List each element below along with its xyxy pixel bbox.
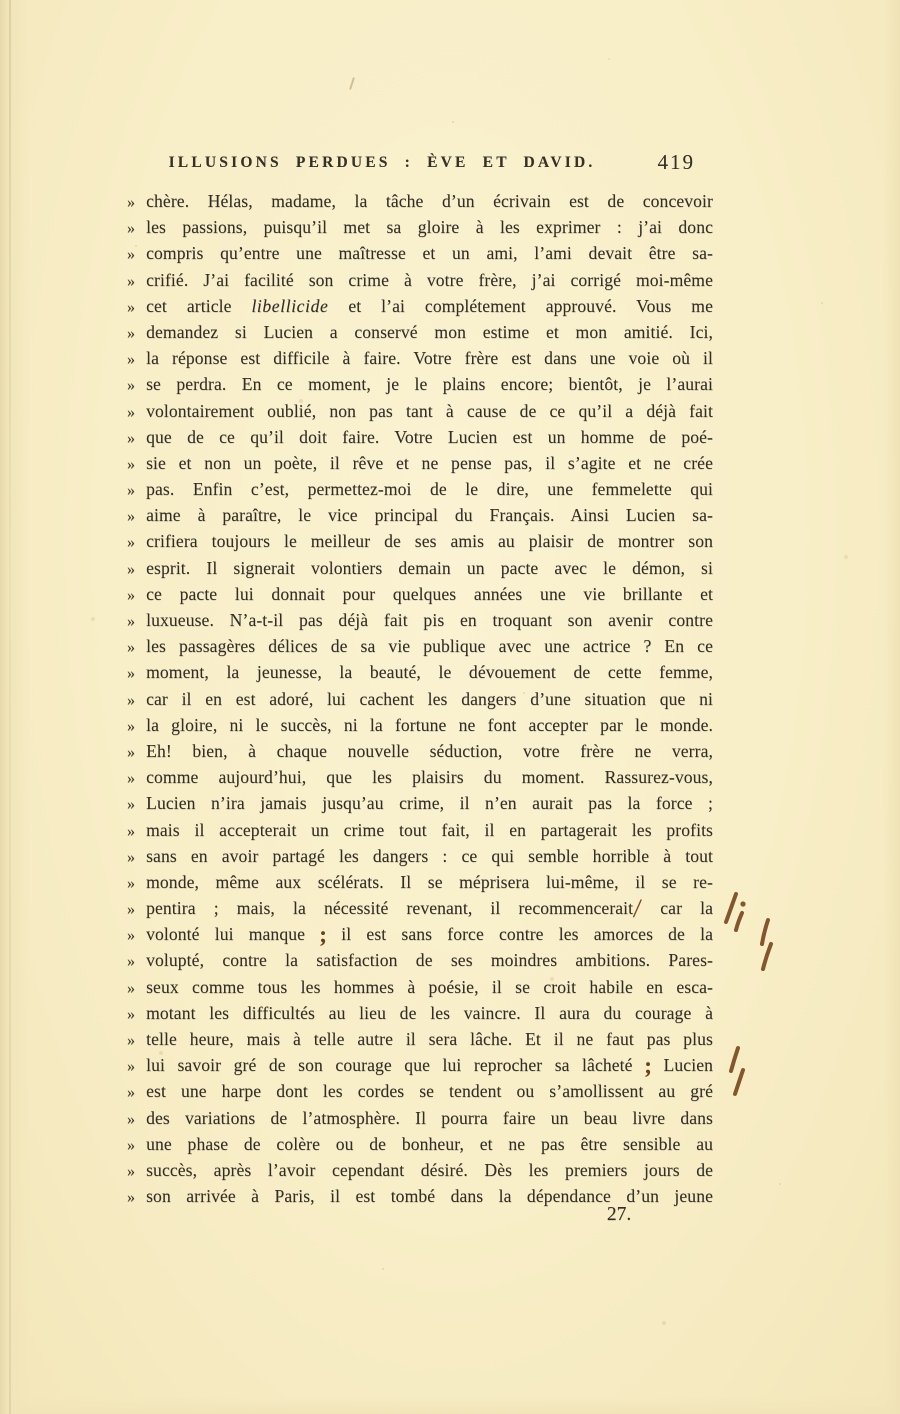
quote-continuation-mark: » bbox=[127, 953, 136, 971]
line-text: compris qu’entre une maîtresse et un ami, l’ami devait être sa- bbox=[146, 243, 713, 264]
quote-continuation-mark: » bbox=[127, 874, 136, 892]
quote-continuation-mark: » bbox=[127, 927, 136, 945]
text-line bbox=[127, 891, 713, 925]
text-line bbox=[127, 947, 713, 973]
line-text: ce pacte lui donnait pour quelques années une vie brillante et bbox=[146, 583, 713, 604]
text-line bbox=[127, 712, 713, 738]
line-text: cet article bbox=[146, 295, 252, 316]
paper-speckles bbox=[0, 0, 2, 2]
line-text: chère. Hélas, madame, la tâche d’un écrivain est de concevoir bbox=[146, 191, 713, 211]
text-line bbox=[127, 686, 713, 712]
quote-continuation-mark: » bbox=[127, 1136, 136, 1154]
text-line bbox=[127, 843, 713, 869]
page-number: 419 bbox=[657, 150, 695, 174]
line-text: volonté lui manque bbox=[146, 924, 321, 945]
text-line bbox=[127, 764, 713, 790]
text-line bbox=[127, 1157, 713, 1183]
line-text: seux comme tous les hommes à poésie, il se croit habile en esca- bbox=[146, 976, 713, 997]
line-text: il est sans force contre les amorces de la bbox=[326, 924, 714, 945]
line-text: luxueuse. N’a-t-il pas déjà fait pis en troquant son avenir contre bbox=[146, 610, 713, 630]
line-text: les passions, puisqu’il met sa gloire à les exprimer : j’ai donc bbox=[146, 217, 713, 238]
text-line bbox=[127, 869, 713, 895]
ink-annotation: ; bbox=[644, 1052, 652, 1079]
quote-continuation-mark: » bbox=[127, 351, 136, 369]
quote-continuation-mark: » bbox=[127, 639, 136, 657]
text-line bbox=[127, 398, 713, 424]
running-header bbox=[127, 150, 713, 178]
text-line bbox=[127, 633, 713, 659]
quote-continuation-mark: » bbox=[127, 1005, 136, 1023]
text-line bbox=[127, 1026, 713, 1052]
text-line bbox=[127, 817, 713, 843]
ink-mark-li-slash bbox=[726, 894, 736, 922]
line-text: pas. Enfin c’est, permettez-moi de le dire, une femmelette qui bbox=[146, 479, 713, 500]
line-text: volontairement oublié, non pas tant à cause de ce qu’il a déjà fait bbox=[146, 400, 713, 421]
line-text: que de ce qu’il doit faire. Votre Lucien est un homme de poé- bbox=[146, 426, 713, 447]
text-line bbox=[127, 790, 713, 816]
text-line bbox=[127, 1131, 713, 1157]
page-gutter-crease bbox=[9, 0, 11, 1414]
ink-annotation: ; bbox=[319, 921, 327, 948]
text-block bbox=[127, 188, 713, 1209]
text-line bbox=[127, 502, 713, 528]
quote-continuation-mark: » bbox=[127, 1084, 136, 1102]
quote-continuation-mark: » bbox=[127, 482, 136, 500]
line-text: sie et non un poète, il rêve et ne pense pas, il s’agite et ne crée bbox=[146, 452, 713, 473]
quote-continuation-mark: » bbox=[127, 1162, 136, 1180]
running-title: ILLUSIONS PERDUES : ÈVE ET DAVID. bbox=[168, 154, 596, 171]
quote-continuation-mark: » bbox=[127, 822, 136, 840]
line-text: la réponse est difficile à faire. Votre frère est dans une voie où il bbox=[146, 348, 713, 369]
text-line bbox=[127, 974, 713, 1000]
ink-annotation: / bbox=[632, 891, 644, 925]
text-line bbox=[127, 214, 713, 240]
line-text: Eh! bien, à chaque nouvelle séduction, votre frère ne verra, bbox=[146, 740, 713, 761]
ink-mark-lower-stroke1 bbox=[731, 1048, 738, 1071]
ink-mark-lower-stroke2 bbox=[735, 1070, 743, 1094]
line-text: se perdra. En ce moment, je le plains encore; bientôt, je l’aurai bbox=[146, 374, 713, 395]
line-text: lui savoir gré de son courage que lui reprocher sa lâcheté bbox=[146, 1055, 646, 1076]
line-text: volupté, contre la satisfaction de ses moindres ambitions. Pares- bbox=[146, 950, 713, 971]
quote-continuation-mark: » bbox=[127, 586, 136, 604]
italic-word: libellicide bbox=[251, 295, 329, 316]
text-line bbox=[127, 450, 713, 476]
quote-continuation-mark: » bbox=[127, 1189, 136, 1207]
line-text: car il en est adoré, lui cachent les dangers d’une situation que ni bbox=[146, 688, 713, 709]
quote-continuation-mark: » bbox=[127, 403, 136, 421]
quote-continuation-mark: » bbox=[127, 1032, 136, 1049]
line-text: une phase de colère ou de bonheur, et ne pas être sensible au bbox=[146, 1133, 713, 1154]
text-line bbox=[127, 1052, 713, 1078]
text-line bbox=[127, 921, 713, 947]
line-text: sans en avoir partagé les dangers : ce qui semble horrible à tout bbox=[146, 845, 713, 866]
line-text: motant les difficultés au lieu de les vaincre. Il aura du courage à bbox=[146, 1002, 713, 1023]
line-text: esprit. Il signerait volontiers demain un pacte avec le démon, si bbox=[146, 557, 713, 578]
text-line bbox=[127, 1078, 713, 1104]
quote-continuation-mark: » bbox=[127, 901, 136, 919]
line-text: mais il accepterait un crime tout fait, il en partagerait les profits bbox=[146, 819, 713, 840]
quote-continuation-mark: » bbox=[127, 429, 136, 447]
quote-continuation-mark: » bbox=[127, 1058, 136, 1076]
line-text: demandez si Lucien a conservé mon estime et mon amitié. Ici, bbox=[146, 321, 713, 342]
line-text: crifiera toujours le meilleur de ses amis au plaisir de montrer son bbox=[146, 531, 713, 552]
quote-continuation-mark: » bbox=[127, 560, 136, 578]
quote-continuation-mark: » bbox=[127, 508, 136, 526]
line-text: car la bbox=[642, 898, 713, 919]
text-line bbox=[127, 319, 713, 345]
text-line bbox=[127, 1105, 713, 1131]
quote-continuation-mark: » bbox=[127, 743, 136, 761]
line-text: la gloire, ni le succès, ni la fortune ne font accepter par le monde. bbox=[146, 714, 713, 735]
quote-continuation-mark: » bbox=[127, 377, 136, 395]
line-text: Lucien bbox=[651, 1055, 713, 1076]
text-line bbox=[127, 659, 713, 685]
line-text: son arrivée à Paris, il est tombé dans la dépendance d’un jeune bbox=[146, 1186, 713, 1207]
text-line bbox=[127, 371, 713, 397]
line-text: Lucien n’ira jamais jusqu’au crime, il n’en aurait pas la force ; bbox=[146, 793, 713, 814]
text-line bbox=[127, 528, 713, 554]
quote-continuation-mark: » bbox=[127, 979, 136, 997]
quote-continuation-mark: » bbox=[127, 194, 136, 211]
line-text: les passagères délices de sa vie publique avec une actrice ? En ce bbox=[146, 636, 713, 657]
text-line bbox=[127, 240, 713, 266]
text-line bbox=[127, 267, 713, 293]
text-line bbox=[127, 607, 713, 633]
line-text: aime à paraître, le vice principal du Français. Ainsi Lucien sa- bbox=[146, 505, 713, 526]
quote-continuation-mark: » bbox=[127, 246, 136, 264]
text-line bbox=[127, 555, 713, 581]
text-line bbox=[127, 1000, 713, 1026]
quote-continuation-mark: » bbox=[127, 796, 136, 814]
line-text: monde, même aux scélérats. Il se méprisera lui-même, il se re- bbox=[146, 871, 713, 892]
quote-continuation-mark: » bbox=[127, 298, 136, 316]
printer-signature: 27. bbox=[606, 1204, 632, 1225]
line-text: succès, après l’avoir cependant désiré. Dès les premiers jours de bbox=[146, 1159, 713, 1180]
quote-continuation-mark: » bbox=[127, 717, 136, 735]
text-line bbox=[127, 581, 713, 607]
quote-continuation-mark: » bbox=[127, 1110, 136, 1128]
quote-continuation-mark: » bbox=[127, 220, 136, 238]
text-line bbox=[127, 188, 713, 214]
quote-continuation-mark: » bbox=[127, 455, 136, 473]
ink-mark-li-dot bbox=[740, 901, 745, 906]
quote-continuation-mark: » bbox=[127, 324, 136, 342]
text-line bbox=[127, 738, 713, 764]
text-line bbox=[127, 293, 713, 319]
quote-continuation-mark: » bbox=[127, 691, 136, 709]
line-text: pentira ; mais, la nécessité revenant, il recommencerait bbox=[146, 898, 634, 919]
line-text: telle heure, mais à telle autre il sera lâche. Et il ne faut pas plus bbox=[146, 1029, 713, 1049]
line-text: et l’ai complétement approuvé. Vous me bbox=[328, 295, 713, 316]
quote-continuation-mark: » bbox=[127, 534, 136, 552]
line-text: est une harpe dont les cordes se tendent ou s’amollissent au gré bbox=[146, 1081, 713, 1102]
ink-mark-li-stem bbox=[736, 913, 742, 930]
paper-stray-mark bbox=[349, 77, 355, 90]
line-text: moment, la jeunesse, la beauté, le dévouement de cette femme, bbox=[146, 662, 713, 683]
ink-mark-upper-stroke2 bbox=[763, 944, 771, 969]
ink-mark-upper-stroke1 bbox=[762, 920, 768, 944]
quote-continuation-mark: » bbox=[127, 848, 136, 866]
text-line bbox=[127, 345, 713, 371]
quote-continuation-mark: » bbox=[127, 272, 136, 290]
line-text: comme aujourd’hui, que les plaisirs du moment. Rassurez-vous, bbox=[146, 767, 713, 788]
quote-continuation-mark: » bbox=[127, 613, 136, 630]
line-text: des variations de l’atmosphère. Il pourra faire un beau livre dans bbox=[146, 1107, 713, 1128]
text-line bbox=[127, 424, 713, 450]
quote-continuation-mark: » bbox=[127, 770, 136, 788]
text-line bbox=[127, 476, 713, 502]
quote-continuation-mark: » bbox=[127, 665, 136, 683]
line-text: crifié. J’ai facilité son crime à votre frère, j’ai corrigé moi-même bbox=[146, 269, 713, 290]
